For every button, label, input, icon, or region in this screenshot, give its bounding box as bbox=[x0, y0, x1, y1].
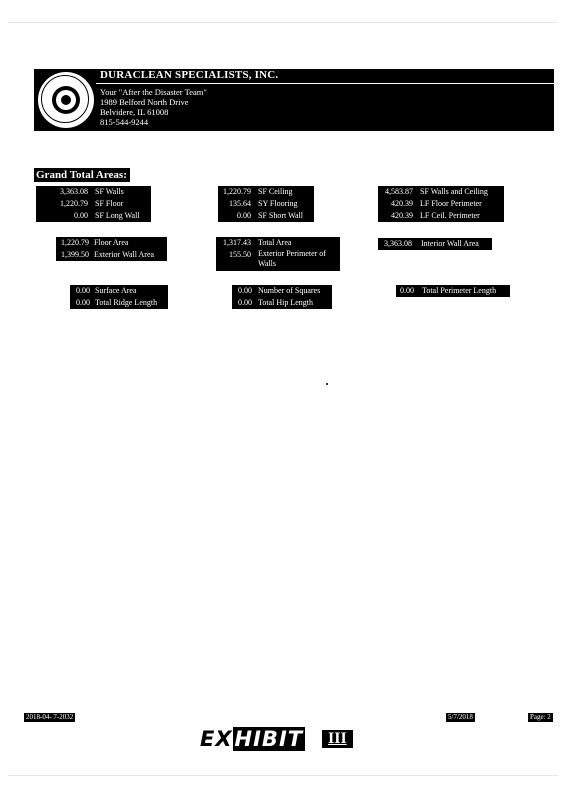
number-of-squares-row: 0.00 Number of Squares bbox=[238, 286, 321, 295]
total-area-block bbox=[216, 237, 340, 271]
exhibit-stamp bbox=[200, 727, 305, 751]
top-scan-line bbox=[8, 22, 558, 23]
total-ridge-length-row: 0.00 Total Ridge Length bbox=[76, 298, 158, 307]
interior-wall-area-block bbox=[378, 238, 492, 250]
floor-area-row: 1,220.79 Floor Area bbox=[61, 238, 129, 247]
squares-block bbox=[232, 285, 332, 309]
tagline: Your "After the Disaster Team" bbox=[100, 87, 207, 97]
area-row: 0.00 SF Long Wall bbox=[74, 211, 140, 220]
total-perimeter-length-row: 0.00 Total Perimeter Length bbox=[400, 286, 497, 295]
page-number: Page: 2 bbox=[530, 713, 551, 721]
section-title: Grand Total Areas: bbox=[34, 168, 130, 182]
surface-area-block bbox=[70, 285, 168, 309]
claim-id: 2018-04- 7-2032 bbox=[26, 713, 74, 721]
letterhead-banner bbox=[34, 69, 554, 131]
area-row: 1,220.79 SF Floor bbox=[60, 199, 124, 208]
area-row: 135.64 SY Flooring bbox=[229, 199, 298, 208]
total-hip-length-row: 0.00 Total Hip Length bbox=[238, 298, 313, 307]
area-row: 420.39 LF Ceil. Perimeter bbox=[391, 211, 480, 220]
company-name: DURACLEAN SPECIALISTS, INC. bbox=[100, 69, 279, 81]
floor-area-block bbox=[56, 237, 167, 261]
areas-column-3 bbox=[378, 186, 504, 222]
interior-wall-area-row: 3,363.08 Interior Wall Area bbox=[384, 239, 479, 248]
phone-number: 815-544-9244 bbox=[100, 117, 149, 127]
exhibit-stamp-left: EX bbox=[200, 727, 233, 751]
exterior-wall-area-row: 1,399.50 Exterior Wall Area bbox=[61, 250, 155, 259]
exhibit-stamp-right: HIBIT bbox=[234, 727, 304, 751]
area-row: 3,363.08 SF Walls bbox=[60, 187, 124, 196]
areas-column-1 bbox=[36, 186, 151, 222]
exterior-perimeter-row: 155.50 Exterior Perimeter of Walls bbox=[229, 249, 326, 268]
total-area-row: 1,317.43 Total Area bbox=[223, 238, 292, 247]
header-divider bbox=[96, 83, 554, 84]
area-row: 1,220.79 SF Ceiling bbox=[223, 187, 293, 196]
address-line-2: Belvidere, IL 61008 bbox=[100, 107, 169, 117]
area-row: 4,583.87 SF Walls and Ceiling bbox=[385, 187, 488, 196]
duraclean-seal-logo bbox=[38, 72, 94, 128]
exhibit-number: III bbox=[322, 730, 353, 748]
area-row: 0.00 SF Short Wall bbox=[237, 211, 303, 220]
areas-column-2 bbox=[218, 186, 314, 222]
area-row: 420.39 LF Floor Perimeter bbox=[391, 199, 482, 208]
report-date: 5/7/2018 bbox=[448, 713, 473, 721]
address-line-1: 1989 Belford North Drive bbox=[100, 97, 189, 107]
scan-speck bbox=[326, 383, 328, 385]
surface-area-row: 0.00 Surface Area bbox=[76, 286, 137, 295]
bottom-scan-line bbox=[8, 775, 558, 776]
perimeter-block bbox=[396, 285, 510, 297]
